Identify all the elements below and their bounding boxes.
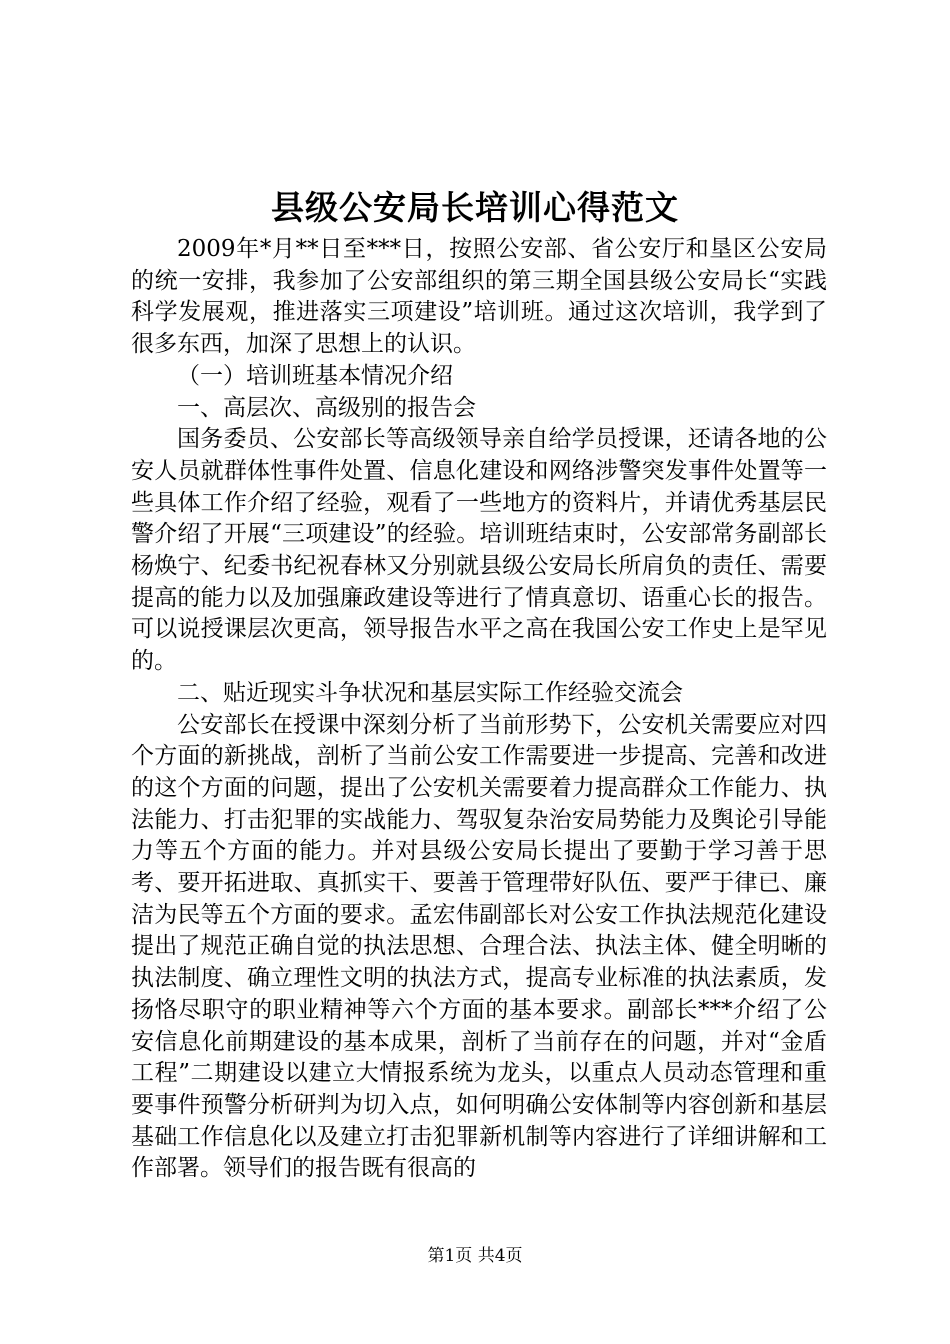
section-heading-overview: （一）培训班基本情况介绍 <box>177 362 453 389</box>
paragraph-exchange: 公安部长在授课中深刻分析了当前形势下，公安机关需要应对四个方面的新挑战，剖析了当前公安工作需要进一步提高、完善和改进的这个方面的问题，提出了公安机关需要着力提高群众工作能力、执法能力、打击犯罪的实战能力、驾驭复杂治安局势能力及舆论引导能力等五个方面的能力。并对县级公安局长提出了要勤于学习善于思考、要开拓进取、真抓实干、要善于管理带好队伍、要严于律已、廉洁为民等五个方面的要求。孟宏伟副部长对公安工作执法规范化建设提出了规范正确自觉的执法思想、合理合法、执法主体、健全明晰的执法制度、确立理性文明的执法方式，提高专业标准的执法素质，发扬恪尽职守的职业精神等六个方面的基本要求。副部长***介绍了公安信息化前期建设的基本成果，剖析了当前存在的问题，并对“金盾工程”二期建设以建立大情报系统为龙头，以重点人员动态管理和重要事件预警分析研判为切入点，如何明确公安体制等内容创新和基层基础工作信息化以及建立打击犯罪新机制等内容进行了详细讲解和工作部署。领导们的报告既有很高的 <box>131 711 827 1182</box>
section-heading-exchange: 二、贴近现实斗争状况和基层实际工作经验交流会 <box>177 679 683 706</box>
paragraph-reports: 国务委员、公安部长等高级领导亲自给学员授课，还请各地的公安人员就群体性事件处置、信息化建设和网络涉警突发事件处置等一些具体工作介绍了经验，观看了一些地方的资料片，并请优秀基层民警介绍了开展“三项建设”的经验。培训班结束时，公安部常务副部长杨焕宁、纪委书纪祝春林又分别就县级公安局长所肩负的责任、需要提高的能力以及加强廉政建设等进行了情真意切、语重心长的报告。可以说授课层次更高，领导报告水平之高在我国公安工作史上是罕见的。 <box>131 426 827 675</box>
document-title: 县级公安局长培训心得范文 <box>271 188 679 227</box>
page-number-footer: 第1页 共4页 <box>427 1246 523 1266</box>
paragraph-intro: 2009年*月**日至***日，按照公安部、省公安厅和垦区公安局的统一安排，我参加了公安部组织的第三期全国县级公安局长“实践科学发展观，推进落实三项建设”培训班。通过这次培训，我学到了很多东西，加深了思想上的认识。 <box>131 236 827 358</box>
document-body <box>131 234 827 1185</box>
section-heading-reports: 一、高层次、高级别的报告会 <box>177 394 476 421</box>
